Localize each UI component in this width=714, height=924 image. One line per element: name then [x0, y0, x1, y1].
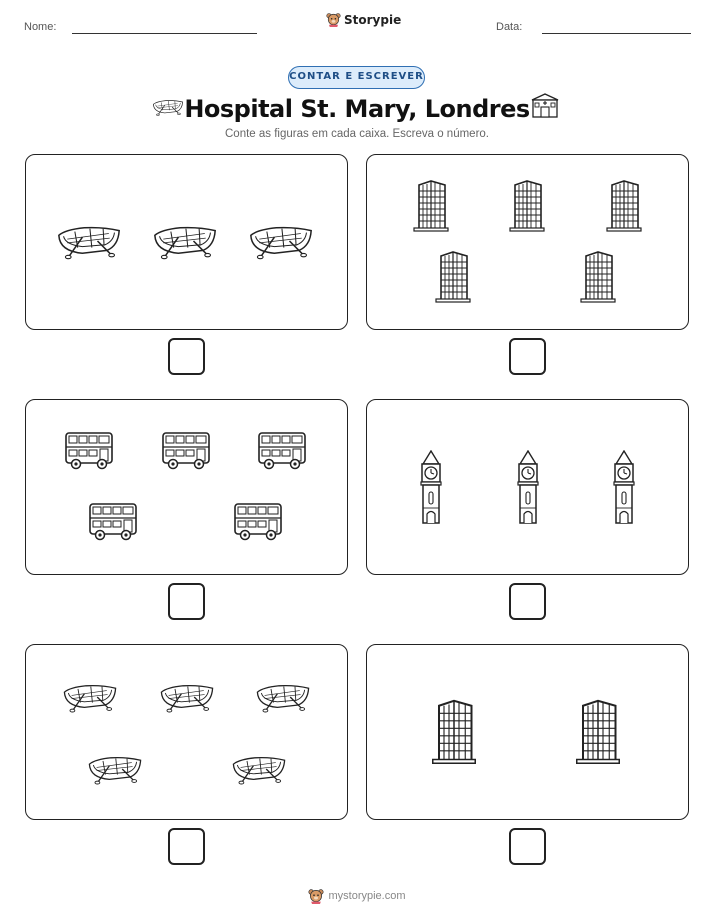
- office-building-icon: [429, 698, 479, 766]
- rowboat-icon: [255, 680, 311, 714]
- office-building-icon: [578, 250, 618, 304]
- rowboat-icon: [152, 220, 218, 262]
- double-decker-bus-icon: [233, 501, 283, 541]
- count-box-2: [366, 154, 689, 330]
- double-decker-bus-icon: [161, 430, 211, 470]
- rowboat-icon: [248, 220, 314, 262]
- office-building-icon: [604, 179, 644, 233]
- double-decker-bus-icon: [88, 501, 138, 541]
- count-box-6: [366, 644, 689, 820]
- date-label: Data:: [496, 21, 523, 33]
- answer-box-5[interactable]: [168, 828, 205, 865]
- rowboat-icon: [152, 96, 184, 118]
- answer-box-3[interactable]: [168, 583, 205, 620]
- answer-box-2[interactable]: [509, 338, 546, 375]
- answer-box-1[interactable]: [168, 338, 205, 375]
- answer-box-4[interactable]: [509, 583, 546, 620]
- clock-tower-icon: [611, 450, 637, 526]
- rowboat-icon: [62, 680, 118, 714]
- count-box-3: [25, 399, 348, 575]
- office-building-icon: [573, 698, 623, 766]
- count-box-1: [25, 154, 348, 330]
- brand-name: Storypie: [344, 12, 402, 27]
- clock-tower-icon: [515, 450, 541, 526]
- office-building-icon: [507, 179, 547, 233]
- title-row: [0, 92, 714, 126]
- bear-mascot-icon: [326, 12, 341, 27]
- count-box-4: [366, 399, 689, 575]
- bear-mascot-icon: [308, 888, 324, 904]
- double-decker-bus-icon: [64, 430, 114, 470]
- brand-logo: [326, 12, 401, 27]
- rowboat-icon: [56, 220, 122, 262]
- answer-box-6[interactable]: [509, 828, 546, 865]
- office-building-icon: [433, 250, 473, 304]
- rowboat-icon: [231, 752, 287, 786]
- hospital-building-icon: [530, 93, 560, 119]
- count-box-5: [25, 644, 348, 820]
- instructions: Conte as figuras em cada caixa. Escreva o número.: [225, 128, 489, 140]
- rowboat-icon: [159, 680, 215, 714]
- name-label: Nome:: [24, 21, 57, 33]
- footer: [0, 886, 714, 906]
- footer-site[interactable]: mystorypie.com: [328, 890, 406, 902]
- activity-badge: CONTAR E ESCREVER: [288, 66, 425, 89]
- clock-tower-icon: [418, 450, 444, 526]
- office-building-icon: [411, 179, 451, 233]
- page-title: Hospital St. Mary, Londres: [184, 95, 530, 123]
- date-line[interactable]: [542, 33, 691, 34]
- rowboat-icon: [87, 752, 143, 786]
- double-decker-bus-icon: [257, 430, 307, 470]
- name-line[interactable]: [72, 33, 257, 34]
